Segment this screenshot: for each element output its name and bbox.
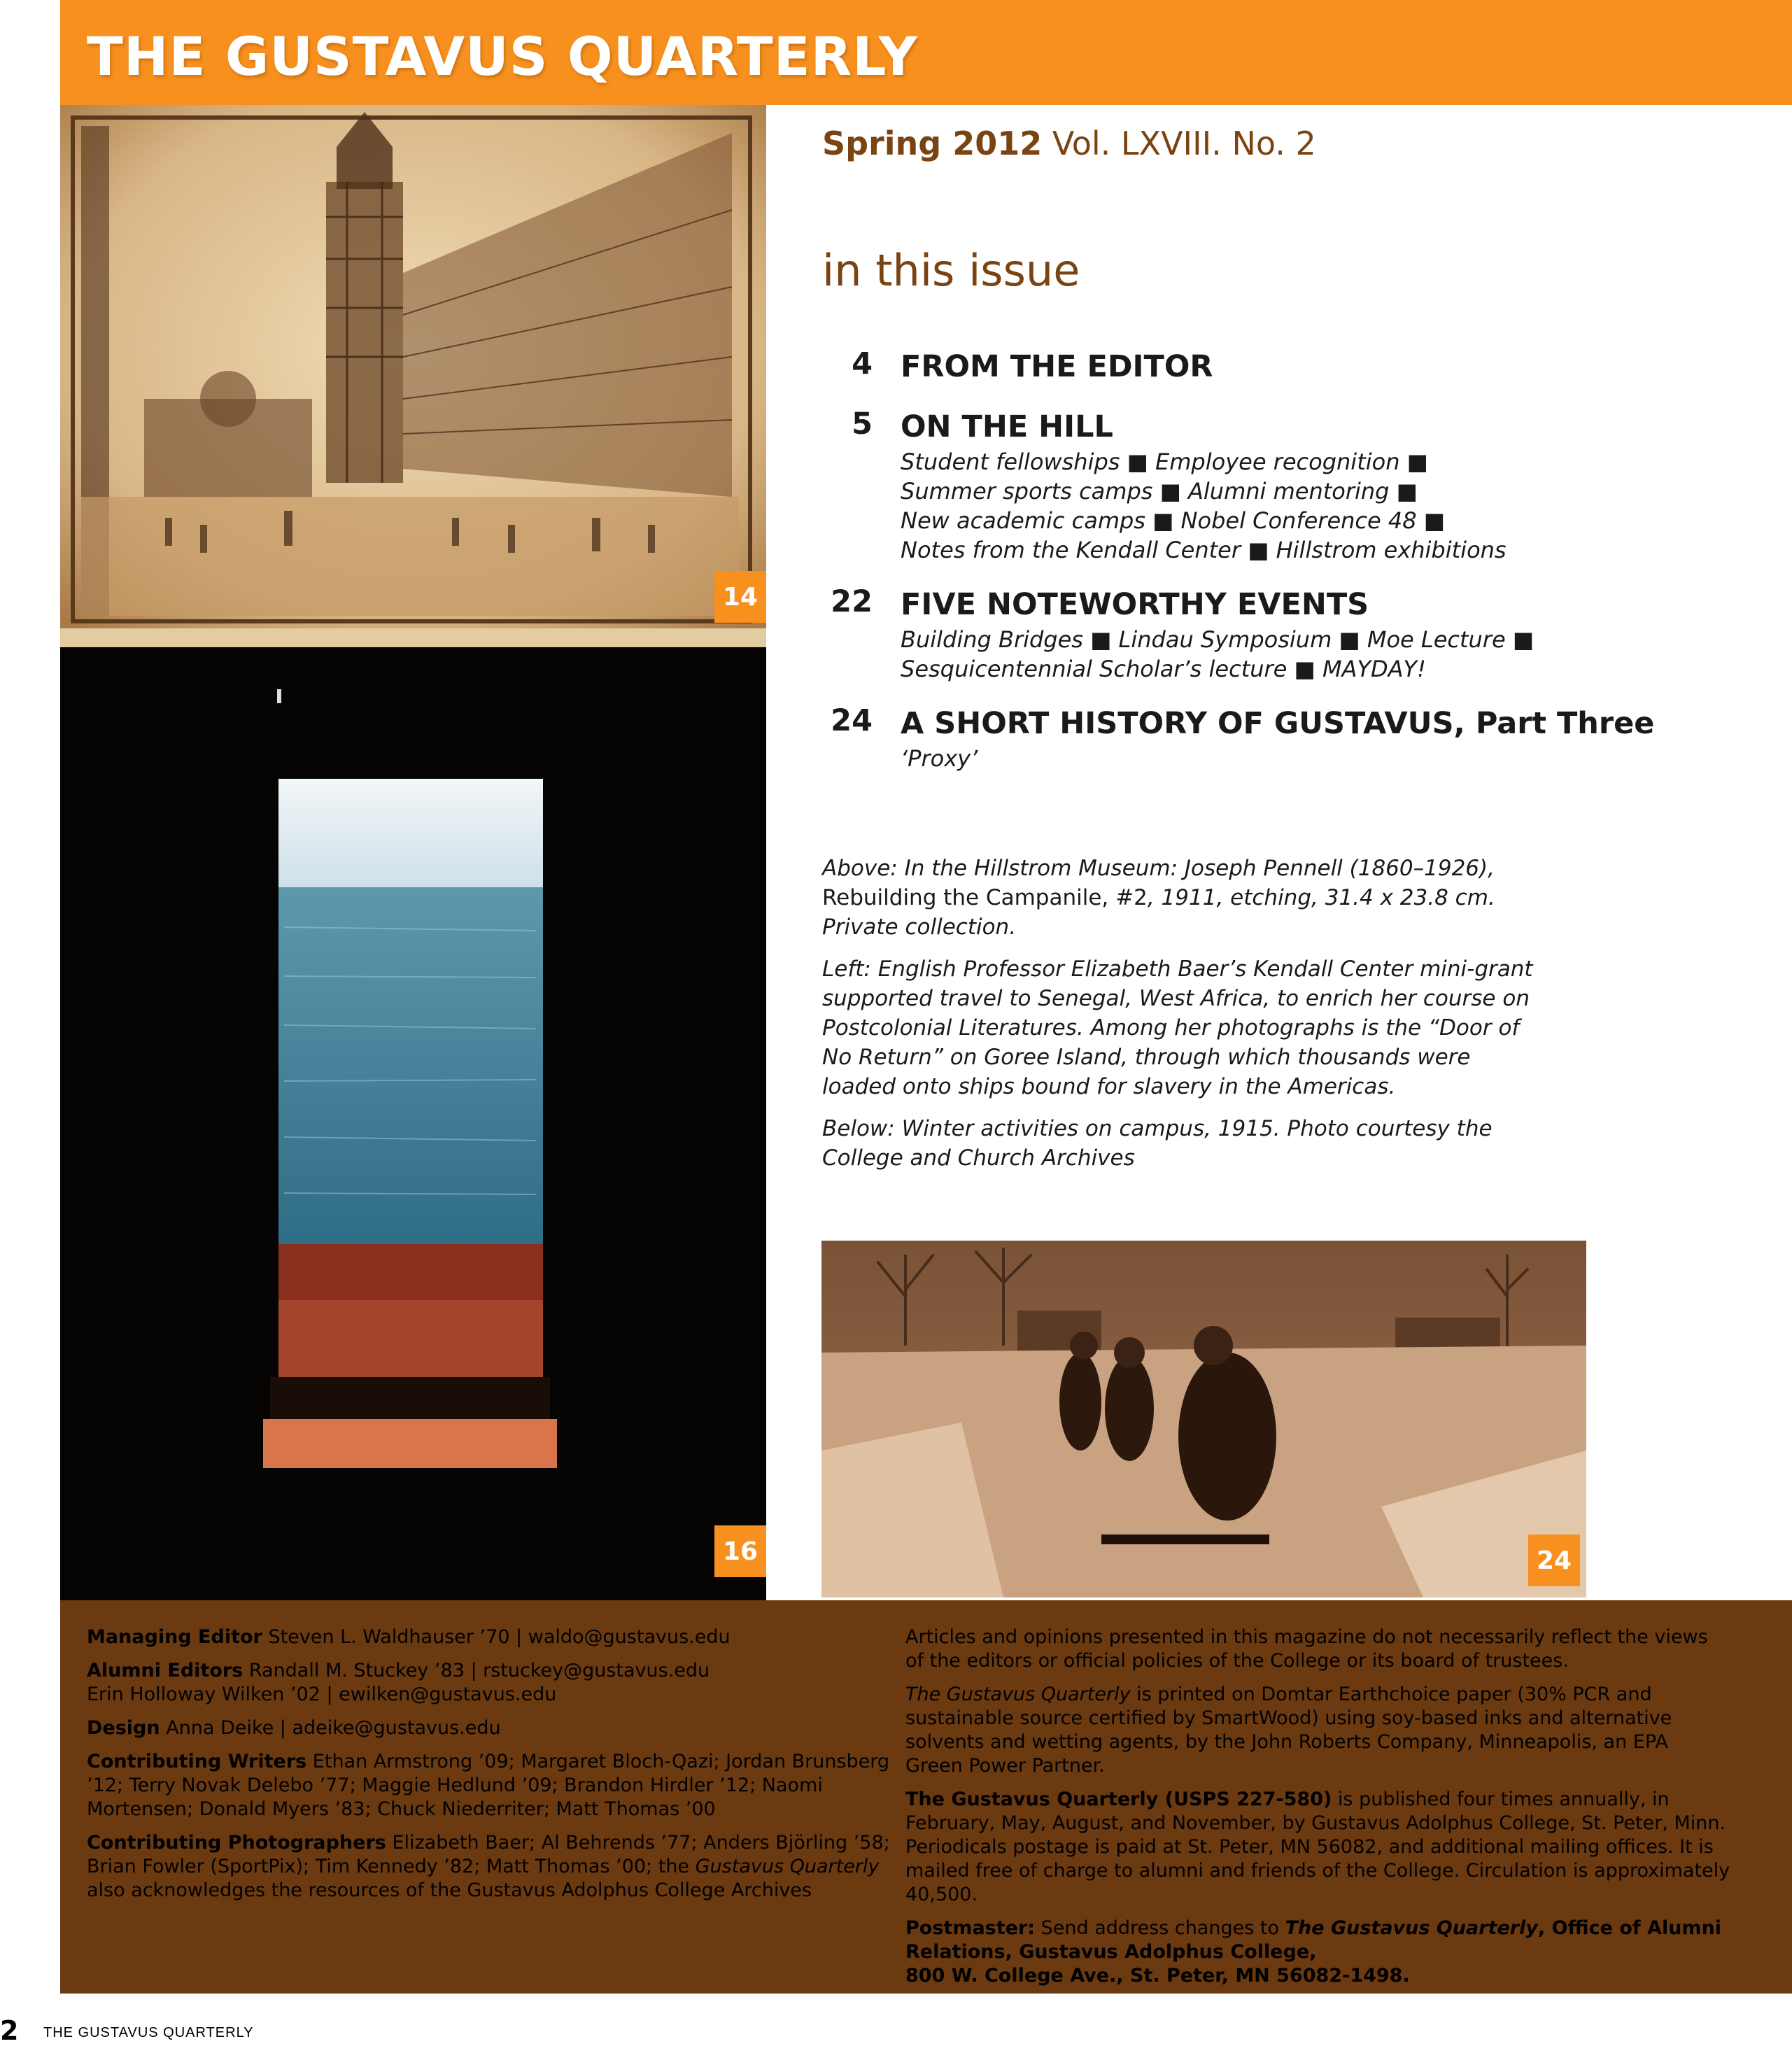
toc-subline: New academic camps ■ Nobel Conference 48 ■: [901, 507, 1445, 534]
toc-subline: Building Bridges ■ Lindau Symposium ■ Moe Lecture ■: [901, 626, 1535, 653]
toc-title-part: Part Three: [1465, 706, 1655, 741]
writers-text: Ethan Armstrong ’09; Margaret Bloch-Qazi; Jordan Brunsberg ’12; Terry Novak Delebo ’77; Maggie Hedlund ’09; Brandon Hirdler ’12; Naomi Mortensen; Donald Myers ’83; Chuck Niederriter; Matt Thomas ’00: [87, 1751, 890, 1820]
alumni-editors-label: Alumni Editors: [87, 1660, 244, 1681]
door-of-no-return-image: [60, 647, 766, 1600]
page-number: 2: [0, 2015, 19, 2046]
issue-season: Spring 2012: [822, 125, 1043, 162]
managing-editor-label: Managing Editor: [87, 1626, 262, 1648]
toc-title: FIVE NOTEWORTHY EVENTS: [901, 587, 1369, 622]
winter-illustration: [821, 1241, 1586, 1597]
writers-label: Contributing Writers: [87, 1751, 307, 1772]
postmaster-address-1: , Office of Alumni Relations, Gustavus Adolphus College,: [905, 1917, 1722, 1963]
usps-label: The Gustavus Quarterly (USPS 227-580): [905, 1789, 1332, 1810]
masthead-staff-box: [60, 1600, 1792, 1994]
toc-subline: ‘Proxy’: [901, 745, 978, 772]
toc-subline: Student fellowships ■ Employee recognition ■: [901, 449, 1428, 475]
caption-above-work-title: Rebuilding the Campanile, #2: [822, 885, 1148, 910]
image-captions: [822, 854, 1543, 1185]
postmaster-publication: The Gustavus Quarterly: [1285, 1917, 1538, 1939]
door-illustration: [60, 647, 766, 1600]
toc-title-main: A SHORT HISTORY OF GUSTAVUS,: [901, 706, 1465, 741]
winter-activities-image: [821, 1241, 1586, 1597]
issue-date-volume: [822, 125, 1316, 162]
paper-notice-publication: The Gustavus Quarterly: [905, 1684, 1131, 1705]
toc-entry-from-the-editor[interactable]: [822, 346, 1732, 387]
page-badge-16: 16: [714, 1525, 766, 1577]
toc-entry-five-noteworthy-events[interactable]: [822, 584, 1732, 684]
staff-credits: [87, 1625, 898, 1912]
photographers-credit: [87, 1831, 898, 1903]
postmaster-notice: [905, 1917, 1731, 1988]
design-text: Anna Deike | adeike@gustavus.edu: [160, 1717, 501, 1739]
toc-subline: Sesquicentennial Scholar’s lecture ■ MAYDAY!: [901, 656, 1426, 682]
usps-notice: [905, 1788, 1731, 1907]
campanile-etching-image: [60, 105, 766, 647]
alumni-editors-text-2: Erin Holloway Wilken ’02 | ewilken@gustavus.edu: [87, 1684, 557, 1705]
opinions-notice: Articles and opinions presented in this magazine do not necessarily reflect the views of the editors or official policies of the College or its board of trustees.: [905, 1626, 1708, 1672]
table-of-contents: [822, 346, 1732, 793]
toc-title: [901, 703, 1732, 744]
magazine-title: THE GUSTAVUS QUARTERLY: [87, 25, 918, 87]
page-badge-14: 14: [714, 571, 766, 623]
paper-notice-text: is printed on Domtar Earthchoice paper (30% PCR and sustainable source certified by SmartWood) using soy-based inks and alternative solvents and wetting agents, by the John Roberts Company, Minneapolis, an EPA Green Power Partner.: [905, 1684, 1672, 1777]
toc-entry-short-history[interactable]: [822, 703, 1732, 773]
running-title: THE GUSTAVUS QUARTERLY: [43, 2025, 254, 2040]
toc-page-number: 22: [831, 584, 873, 619]
toc-entry-on-the-hill[interactable]: [822, 407, 1732, 565]
postmaster-address-2: 800 W. College Ave., St. Peter, MN 56082-1498.: [905, 1965, 1410, 1987]
toc-page-number: 5: [852, 407, 873, 442]
toc-page-number: 4: [852, 346, 873, 381]
etching-illustration: [60, 105, 766, 647]
managing-editor-credit: [87, 1625, 898, 1649]
toc-subline: Summer sports camps ■ Alumni mentoring ■: [901, 478, 1418, 505]
photographers-publication: Gustavus Quarterly: [695, 1856, 880, 1877]
contents-heading: in this issue: [822, 245, 1080, 296]
toc-title: FROM THE EDITOR: [901, 349, 1213, 384]
writers-credit: [87, 1750, 898, 1821]
postmaster-text: Send address changes to: [1035, 1917, 1285, 1939]
photographers-text-2: also acknowledges the resources of the Gustavus Adolphus College Archives: [87, 1879, 812, 1901]
caption-above-lead: Above: In the Hillstrom Museum: Joseph Pennell (1860–1926),: [822, 856, 1495, 881]
photographers-label: Contributing Photographers: [87, 1832, 386, 1854]
page-badge-24: 24: [1528, 1534, 1580, 1586]
photographers-text: Elizabeth Baer; Al Behrends ’77; Anders Björling ’58; Brian Fowler (SportPix); Tim Kennedy ’82; Matt Thomas ’00; the: [87, 1832, 890, 1877]
issue-volume: Vol. LXVIII. No. 2: [1052, 125, 1316, 162]
toc-title: ON THE HILL: [901, 409, 1113, 444]
design-credit: [87, 1716, 898, 1740]
alumni-editors-credit: [87, 1659, 898, 1707]
caption-left: [822, 954, 1543, 1101]
toc-subline: Notes from the Kendall Center ■ Hillstrom exhibitions: [901, 537, 1507, 563]
masthead-banner: [60, 0, 1792, 105]
usps-text: is published four times annually, in February, May, August, and November, by Gustavus Adolphus College, St. Peter, Minn. Periodicals postage is paid at St. Peter, MN 56082, and additional mailing offices. It is mailed free of charge to alumni and friends of the College. Circulation is approximately 40,500.: [905, 1789, 1730, 1905]
caption-above: [822, 854, 1543, 942]
caption-below-text: Below: Winter activities on campus, 1915. Photo courtesy the College and Church Archives: [822, 1116, 1493, 1171]
managing-editor-text: Steven L. Waldhauser ’70 | waldo@gustavus.edu: [262, 1626, 731, 1648]
toc-page-number: 24: [831, 703, 873, 738]
page-footer: [0, 2015, 1792, 2045]
paper-notice: [905, 1683, 1731, 1778]
design-label: Design: [87, 1717, 160, 1739]
postmaster-label: Postmaster:: [905, 1917, 1036, 1939]
alumni-editors-text: Randall M. Stuckey ’83 | rstuckey@gustavus.edu: [243, 1660, 710, 1681]
caption-above-details: , 1911, etching, 31.4 x 23.8 cm. Private collection.: [822, 885, 1495, 940]
publication-notices: [905, 1625, 1731, 1998]
caption-below: [822, 1114, 1543, 1173]
caption-left-text: Left: English Professor Elizabeth Baer’s Kendall Center mini-grant supported travel to Senegal, West Africa, to enrich her course on Postcolonial Literatures. Among her photographs is the “Door of No Return” on Goree Island, through which thousands were loaded onto ships bound for slavery in the Americas.: [822, 957, 1533, 1099]
